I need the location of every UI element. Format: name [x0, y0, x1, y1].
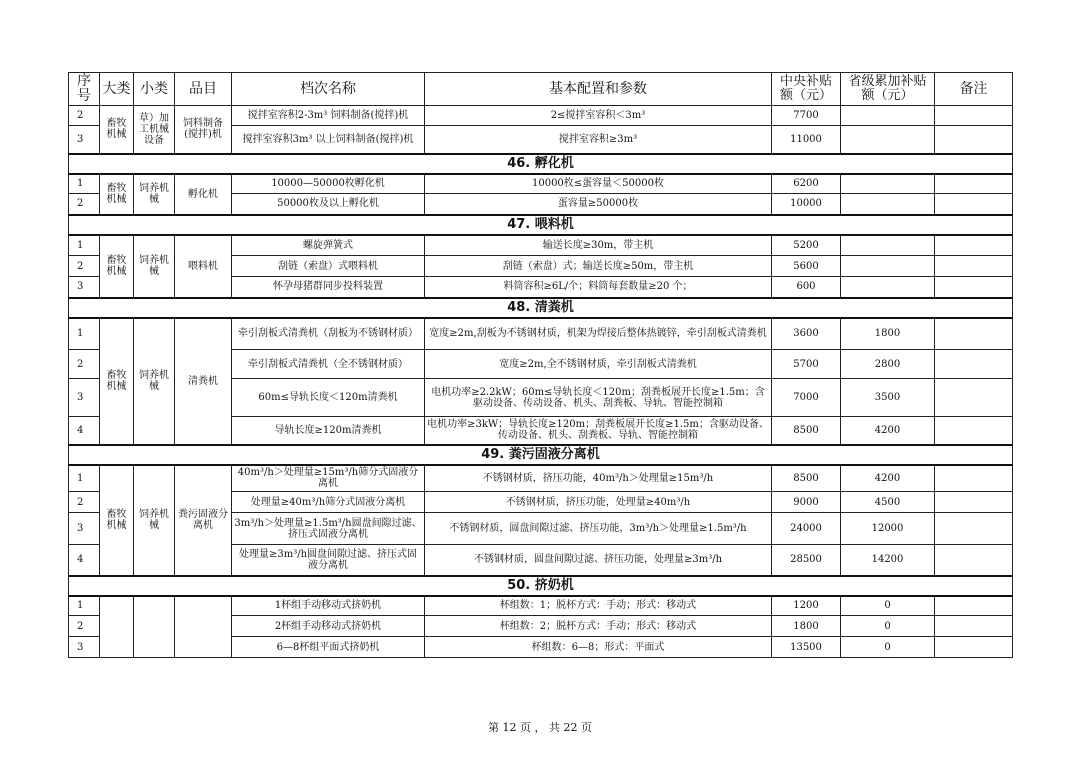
table-row	[69, 174, 1013, 194]
cell-config: 不锈钢材质，圆盘间隙过滤、挤压功能，处理量≥3m³/h	[425, 545, 772, 576]
cell-provincial: 2800	[841, 350, 935, 379]
row-no: 1	[69, 235, 100, 256]
section-title: 46. 孵化机	[69, 154, 1013, 174]
cell-grade-name: 50000枚及以上孵化机	[232, 194, 425, 215]
cell-grade-name: 1杯组手动移动式挤奶机	[232, 596, 425, 616]
cell-provincial	[841, 256, 935, 277]
section-title: 47. 喂料机	[69, 215, 1013, 235]
col-header-subcategory: 小类	[134, 73, 175, 106]
cell-grade-name: 搅拌室容积3m³ 以上饲料制备(搅拌)机	[232, 126, 425, 154]
cell-item	[175, 596, 232, 658]
cell-subcategory: 饲养机械	[134, 465, 175, 576]
col-header-remarks: 备注	[935, 73, 1013, 106]
row-no: 2	[69, 256, 100, 277]
col-header-central: 中央补贴额（元）	[772, 73, 841, 106]
cell-item: 喂料机	[175, 235, 232, 298]
cell-central: 3600	[772, 318, 841, 350]
cell-remarks	[935, 235, 1013, 256]
cell-remarks	[935, 596, 1013, 616]
cell-remarks	[935, 194, 1013, 215]
cell-provincial: 1800	[841, 318, 935, 350]
cell-central: 9000	[772, 492, 841, 513]
row-no: 3	[69, 379, 100, 417]
cell-remarks	[935, 350, 1013, 379]
cell-remarks	[935, 545, 1013, 576]
cell-provincial: 14200	[841, 545, 935, 576]
row-no: 1	[69, 465, 100, 492]
cell-item: 粪污固液分离机	[175, 465, 232, 576]
section-title-row	[69, 445, 1013, 465]
cell-provincial: 3500	[841, 379, 935, 417]
cell-grade-name: 60m≤导轨长度＜120m清粪机	[232, 379, 425, 417]
cell-provincial	[841, 277, 935, 298]
row-no: 2	[69, 492, 100, 513]
cell-remarks	[935, 318, 1013, 350]
cell-config: 料筒容积≥6L/个；料筒每套数量≥20 个；	[425, 277, 772, 298]
cell-remarks	[935, 277, 1013, 298]
cell-provincial: 0	[841, 596, 935, 616]
col-header-category: 大类	[100, 73, 134, 106]
cell-remarks	[935, 256, 1013, 277]
cell-central: 1200	[772, 596, 841, 616]
cell-category: 畜牧机械	[100, 465, 134, 576]
col-header-provincial: 省级累加补贴额（元）	[841, 73, 935, 106]
cell-central: 13500	[772, 637, 841, 658]
cell-central: 7000	[772, 379, 841, 417]
cell-grade-name: 搅拌室容积2-3m³ 饲料制备(搅拌)机	[232, 106, 425, 126]
cell-grade-name: 牵引刮板式清粪机（刮板为不锈钢材质）	[232, 318, 425, 350]
row-no: 4	[69, 417, 100, 445]
cell-central: 7700	[772, 106, 841, 126]
cell-provincial	[841, 194, 935, 215]
cell-config: 杯组数：6—8；形式：平面式	[425, 637, 772, 658]
cell-config: 2≤搅拌室容积＜3m³	[425, 106, 772, 126]
cell-grade-name: 10000—50000枚孵化机	[232, 174, 425, 194]
section-title-row	[69, 576, 1013, 596]
cell-config: 电机功率≥2.2kW；60m≤导轨长度＜120m；刮粪板展开长度≥1.5m；含驱动设备、传动设备、机头、刮粪板、导轨、智能控制箱	[425, 379, 772, 417]
cell-provincial	[841, 126, 935, 154]
cell-item: 清粪机	[175, 318, 232, 445]
cell-provincial	[841, 106, 935, 126]
cell-config: 不锈钢材质，挤压功能，40m³/h＞处理量≥15m³/h	[425, 465, 772, 492]
cell-grade-name: 牵引刮板式清粪机（全不锈钢材质）	[232, 350, 425, 379]
cell-config: 10000枚≤蛋容量＜50000枚	[425, 174, 772, 194]
cell-subcategory: 饲养机械	[134, 235, 175, 298]
section-title: 50. 挤奶机	[69, 576, 1013, 596]
cell-config: 杯组数：2；脱杯方式：手动；形式：移动式	[425, 616, 772, 637]
cell-provincial: 12000	[841, 513, 935, 545]
section-title: 49. 粪污固液分离机	[69, 445, 1013, 465]
cell-remarks	[935, 492, 1013, 513]
cell-config: 输送长度≥30m，带主机	[425, 235, 772, 256]
col-header-grade-name: 档次名称	[232, 73, 425, 106]
page-footer: 第 12 页 ， 共 22 页	[488, 721, 592, 734]
cell-category: 畜牧机械	[100, 106, 134, 154]
cell-remarks	[935, 513, 1013, 545]
cell-subcategory: 饲养机械	[134, 318, 175, 445]
cell-provincial	[841, 235, 935, 256]
cell-remarks	[935, 126, 1013, 154]
row-no: 3	[69, 513, 100, 545]
cell-central: 6200	[772, 174, 841, 194]
cell-category: 畜牧机械	[100, 318, 134, 445]
cell-item: 饲料制备(搅拌)机	[175, 106, 232, 154]
cell-grade-name: 处理量≥40m³/h筛分式固液分离机	[232, 492, 425, 513]
cell-grade-name: 40m³/h＞处理量≥15m³/h筛分式固液分离机	[232, 465, 425, 492]
cell-central: 600	[772, 277, 841, 298]
table-row	[69, 318, 1013, 350]
cell-config: 电机功率≥3kW；导轨长度≥120m；刮粪板展开长度≥1.5m；含驱动设备、传动设备、机头、刮粪板、导轨、智能控制箱	[425, 417, 772, 445]
cell-remarks	[935, 379, 1013, 417]
col-header-no: 序号	[69, 73, 100, 106]
cell-central: 5700	[772, 350, 841, 379]
cell-category: 畜牧机械	[100, 235, 134, 298]
cell-central: 11000	[772, 126, 841, 154]
cell-provincial: 0	[841, 616, 935, 637]
row-no: 1	[69, 174, 100, 194]
table-row	[69, 596, 1013, 616]
header-row	[69, 73, 1013, 106]
cell-central: 8500	[772, 465, 841, 492]
cell-grade-name: 3m³/h＞处理量≥1.5m³/h圆盘间隙过滤、挤压式固液分离机	[232, 513, 425, 545]
cell-central: 5200	[772, 235, 841, 256]
col-header-item: 品目	[175, 73, 232, 106]
cell-grade-name: 处理量≥3m³/h圆盘间隙过滤、挤压式固液分离机	[232, 545, 425, 576]
row-no: 3	[69, 126, 100, 154]
cell-config: 宽度≥2m,全不锈钢材质，牵引刮板式清粪机	[425, 350, 772, 379]
cell-grade-name: 导轨长度≥120m清粪机	[232, 417, 425, 445]
cell-grade-name: 怀孕母猪群同步投料装置	[232, 277, 425, 298]
cell-grade-name: 螺旋弹簧式	[232, 235, 425, 256]
cell-config: 宽度≥2m,刮板为不锈钢材质，机架为焊接后整体热镀锌，牵引刮板式清粪机	[425, 318, 772, 350]
cell-config: 杯组数：1；脱杯方式：手动；形式：移动式	[425, 596, 772, 616]
cell-remarks	[935, 174, 1013, 194]
cell-grade-name: 6—8杯组平面式挤奶机	[232, 637, 425, 658]
cell-central: 8500	[772, 417, 841, 445]
row-no: 4	[69, 545, 100, 576]
cell-remarks	[935, 106, 1013, 126]
cell-remarks	[935, 637, 1013, 658]
row-no: 1	[69, 318, 100, 350]
cell-config: 刮链（索盘）式；输送长度≥50m，带主机	[425, 256, 772, 277]
section-title: 48. 清粪机	[69, 298, 1013, 318]
table-row	[69, 235, 1013, 256]
cell-remarks	[935, 616, 1013, 637]
cell-config: 搅拌室容积≥3m³	[425, 126, 772, 154]
col-header-config: 基本配置和参数	[425, 73, 772, 106]
cell-provincial: 4200	[841, 417, 935, 445]
row-no: 1	[69, 596, 100, 616]
row-no: 2	[69, 106, 100, 126]
section-title-row	[69, 154, 1013, 174]
subsidy-table	[68, 72, 1013, 658]
cell-central: 28500	[772, 545, 841, 576]
cell-central: 24000	[772, 513, 841, 545]
cell-central: 5600	[772, 256, 841, 277]
cell-central: 10000	[772, 194, 841, 215]
cell-config: 不锈钢材质，挤压功能，处理量≥40m³/h	[425, 492, 772, 513]
row-no: 3	[69, 637, 100, 658]
cell-central: 1800	[772, 616, 841, 637]
cell-subcategory: 饲养机械	[134, 174, 175, 215]
section-title-row	[69, 215, 1013, 235]
row-no: 2	[69, 616, 100, 637]
cell-config: 蛋容量≥50000枚	[425, 194, 772, 215]
cell-provincial: 4500	[841, 492, 935, 513]
table-row	[69, 106, 1013, 126]
cell-provincial: 4200	[841, 465, 935, 492]
cell-provincial: 0	[841, 637, 935, 658]
cell-config: 不锈钢材质，圆盘间隙过滤、挤压功能，3m³/h＞处理量≥1.5m³/h	[425, 513, 772, 545]
cell-subcategory: 草）加工机械设备	[134, 106, 175, 154]
section-title-row	[69, 298, 1013, 318]
cell-grade-name: 刮链（索盘）式喂料机	[232, 256, 425, 277]
table-row	[69, 465, 1013, 492]
cell-category: 畜牧机械	[100, 174, 134, 215]
row-no: 2	[69, 194, 100, 215]
cell-subcategory	[134, 596, 175, 658]
row-no: 2	[69, 350, 100, 379]
row-no: 3	[69, 277, 100, 298]
cell-grade-name: 2杯组手动移动式挤奶机	[232, 616, 425, 637]
cell-provincial	[841, 174, 935, 194]
cell-category	[100, 596, 134, 658]
cell-remarks	[935, 417, 1013, 445]
cell-remarks	[935, 465, 1013, 492]
cell-item: 孵化机	[175, 174, 232, 215]
